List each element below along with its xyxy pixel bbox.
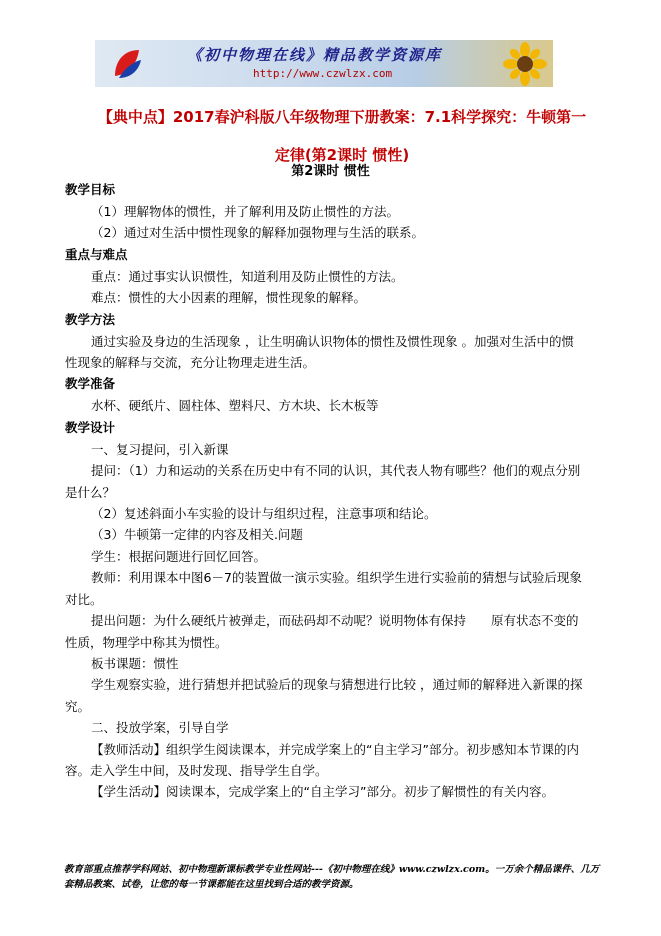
section-heading: 重点与难点 [65,246,128,262]
paragraph: 水杯、硬纸片、圆柱体、塑料尺、方木块、长木板等 [91,398,379,414]
paragraph: 重点：通过事实认识惯性，知道利用及防止惯性的方法。 [91,268,404,284]
paragraph: 提出问题：为什么硬纸片被弹走，而砝码却不动呢？说明物体有保持 原有状态不变的性质，物理学中称其为惯性。 [65,613,579,650]
paragraph: 一、复习提问，引入新课 [91,441,229,457]
section-heading: 教学目标 [65,182,116,197]
paragraph: 学生：根据问题进行回忆回答。 [91,548,267,564]
paragraph: 提问：（1）力和运动的关系在历史中有不同的认识，其代表人物有哪些？他们的观点分别是什么？ [65,463,581,500]
lesson-heading: 第2课时 惯性 [291,164,370,179]
section-heading: 教学设计 [65,419,116,435]
document-body [65,179,585,803]
paragraph: 教师：利用课本中图6－7的装置做一演示实验。组织学生进行实验前的猜想与试验后现象对比。 [65,570,582,607]
paragraph: 通过实验及身边的生活现象 ，让生明确认识物体的惯性及惯性现象 。加强对生活中的惯性现象的解释与交流，充分让物理走进生活。 [65,333,574,371]
paragraph: 难点：惯性的大小因素的理解，惯性现象的解释。 [91,290,367,306]
paragraph: 【学生活动】阅读课本，完成学案上的“自主学习”部分。初步了解惯性的有关内容。 [91,784,554,800]
page-footer: 教育部重点推荐学科网站、初中物理新课标教学专业性网站---《初中物理在线》www.czwlzx.com。一万余个精品课件、几万套精品教案、试卷，让您的每一节课都能在这里找到合适的教学资源。 [64,864,600,890]
paragraph: 二、投放学案，引导自学 [91,720,229,736]
banner-title: 《初中物理在线》精品教学资源库 [187,46,443,64]
leaf-logo-icon [109,46,145,82]
paragraph: （3）牛顿第一定律的内容及相关.问题 [91,527,303,543]
header-banner [95,40,553,87]
document-title: 【典中点】2017春沪科版八年级物理下册教案：7.1科学探究：牛顿第一定律(第2课时 惯性) [97,108,587,164]
banner-url[interactable]: http://www.czwlzx.com [253,67,393,80]
sunflower-icon [503,42,547,86]
paragraph: 【教师活动】组织学生阅读课本，并完成学案上的“自主学习”部分。初步感知本节课的内容。走入学生中间，及时发现、指导学生自学。 [65,741,579,778]
paragraph: （1）理解物体的惯性，并了解利用及防止惯性的方法。 [91,204,399,219]
section-heading: 教学方法 [65,311,116,327]
paragraph: 板书课题：惯性 [91,655,179,671]
paragraph: （2）通过对生活中惯性现象的解释加强物理与生活的联系。 [91,225,424,241]
paragraph: （2）复述斜面小车实验的设计与组织过程，注意事项和结论。 [91,506,437,522]
paragraph: 学生观察实验，进行猜想并把试验后的现象与猜想进行比较 ，通过师的解释进入新课的探究。 [65,677,583,714]
section-heading: 教学准备 [65,376,116,392]
